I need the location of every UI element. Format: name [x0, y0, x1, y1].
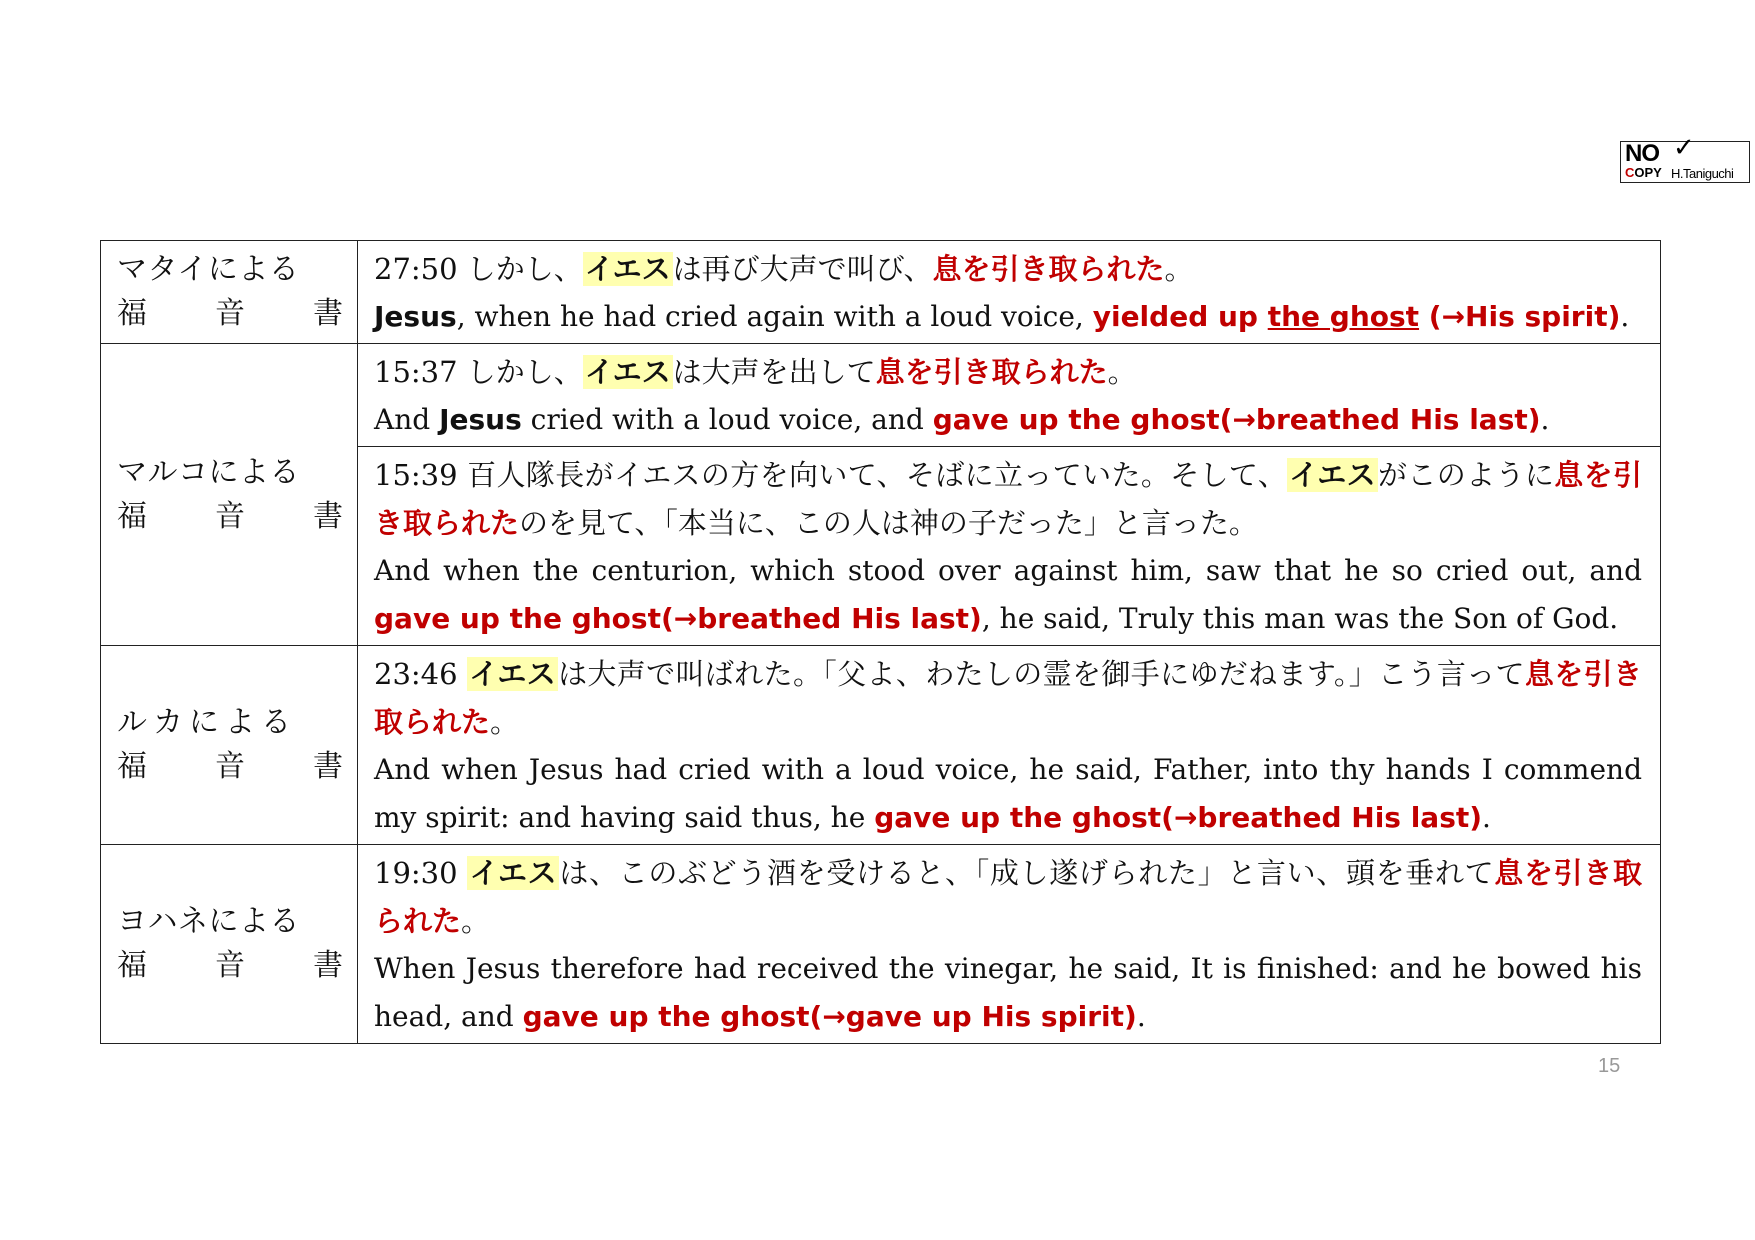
verse-english: And Jesus cried with a loud voice, and gave up the ghost(→breathed His last). — [374, 403, 1550, 436]
badge-copy-text: COPY — [1625, 165, 1662, 180]
gospel-label-luke: ルカによる 福 音 書 — [101, 646, 358, 845]
badge-no-text: NO — [1625, 140, 1659, 167]
verse-matthew-27-50 — [358, 241, 1661, 344]
table-row-mark-15-37 — [101, 344, 1661, 447]
verse-japanese: 15:37 しかし、イエスは大声を出して息を引き取られた。 — [374, 355, 1137, 389]
verse-japanese: 27:50 しかし、イエスは再び大声で叫び、息を引き取られた。 — [374, 252, 1194, 286]
verse-english: And when the centurion, which stood over against him, saw that he so cried out, and gave up the ghost(→breathed His last), he said, Truly this man was the Son of God. — [374, 554, 1642, 635]
gospel-label-mark: マルコによる 福 音 書 — [101, 344, 358, 646]
badge-author: H.Taniguchi — [1671, 166, 1734, 181]
no-copy-badge — [1620, 132, 1750, 183]
checkmark-icon: ✓ — [1673, 132, 1695, 162]
verse-luke-23-46 — [358, 646, 1661, 845]
verse-japanese: 23:46 イエスは大声で叫ばれた。「父よ、わたしの霊を御手にゆだねます。」こう言って息を引き取られた。 — [374, 657, 1642, 739]
gospel-label-john: ヨハネによる 福 音 書 — [101, 845, 358, 1044]
page-number: 15 — [1598, 1055, 1621, 1077]
verse-mark-15-39 — [358, 447, 1661, 646]
verse-english: Jesus, when he had cried again with a loud voice, yielded up the ghost (→His spirit). — [374, 300, 1630, 333]
verse-japanese: 19:30 イエスは、このぶどう酒を受けると、「成し遂げられた」と言い、頭を垂れて息を引き取られた。 — [374, 856, 1642, 938]
table-row-john — [101, 845, 1661, 1044]
table-row-luke — [101, 646, 1661, 845]
verse-japanese: 15:39 百人隊長がイエスの方を向いて、そばに立っていた。そして、イエスがこのように息を引き取られたのを見て、「本当に、この人は神の子だった」と言った。 — [374, 458, 1642, 540]
verse-john-19-30 — [358, 845, 1661, 1044]
gospel-label-matthew: マタイによる 福 音 書 — [101, 241, 358, 344]
verse-table — [100, 240, 1661, 1044]
verse-english: And when Jesus had cried with a loud voice, he said, Father, into thy hands I commend my spirit: and having said thus, he gave up the ghost(→breathed His last). — [374, 753, 1642, 834]
verse-mark-15-37 — [358, 344, 1661, 447]
table-row-matthew — [101, 241, 1661, 344]
verse-english: When Jesus therefore had received the vinegar, he said, It is finished: and he bowed his head, and gave up the ghost(→gave up His spirit). — [374, 952, 1642, 1033]
